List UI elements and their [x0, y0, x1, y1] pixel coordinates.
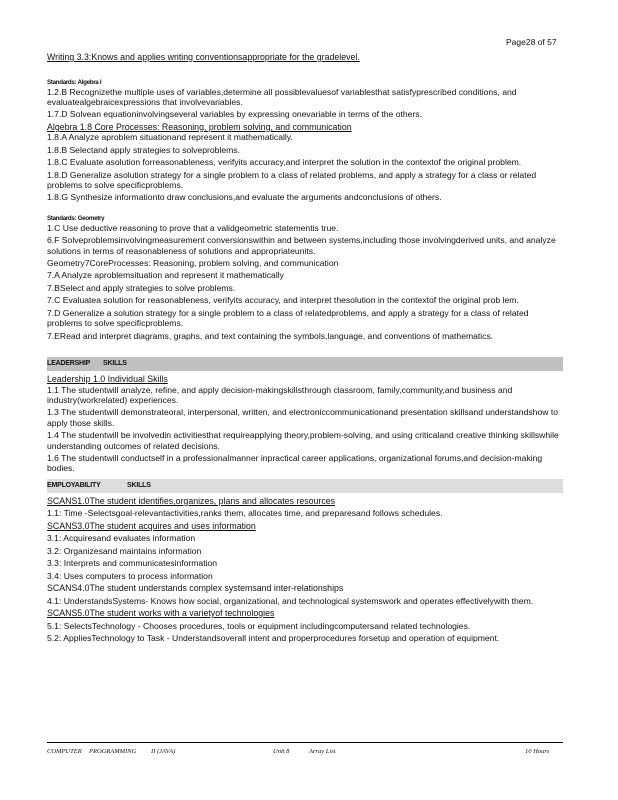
- geometry-item: 7.A Analyze aproblemsituation and represent it mathematically: [47, 270, 284, 281]
- geometry-item: 7.BSelect and apply strategies to solve problems.: [47, 282, 236, 293]
- algebra-process-item: 1.8.G Synthesize informationto draw conclusions,and evaluate the arguments andconclusions of others.: [47, 192, 442, 203]
- geometry-item: 7.C Evaluatea solution for reasonableness, verifyits accuracy, and interpret thesolution in the contextof the original prob lem.: [47, 295, 519, 306]
- scans-heading: SCANS3.0The student acquires and uses information: [47, 520, 256, 531]
- geometry-item: 7.ERead and interpret diagrams, graphs, and text containing the symbols,language, and conventions of mathematics.: [47, 330, 494, 341]
- footer-topic: Array List: [309, 748, 336, 755]
- geometry-item: 6.F Solveproblemsinvolvingmeasurement conversionswithin and between systems,including those involvingderived units, and analyze solutions in terms of reasonableness of solutions and appropriateunits.: [47, 235, 556, 256]
- scans-heading: SCANS5.0The student works with a varietyof technologies: [47, 607, 275, 618]
- algebra-process-item: 1.8.C Evaluate asolution forreasonableness, verifyits accuracy,and interpret the solution in the contextof the original problem.: [47, 157, 522, 168]
- scans-item: 3.1: Acquiresand evaluates information: [47, 533, 196, 544]
- leadership-item: 1.1 The studentwill analyze, refine, and apply decision-makingskillsthrough classroom, family,community,and business and industry(workrelated) experiences.: [47, 384, 513, 405]
- footer-unit: Unit 8: [273, 748, 290, 755]
- algebra-standards-label: Standards: Algebra I: [47, 78, 102, 86]
- scans-item: 1.1: Time -Selectsgoal-relevantactivities,ranks them, allocates time, and preparesand follows schedules.: [47, 508, 443, 519]
- scans-heading: SCANS4.0The student understands complex systemsand inter-relationships: [47, 582, 344, 593]
- footer-level: II (JAVA): [151, 748, 176, 755]
- page-number: Page28 of 57: [506, 37, 557, 47]
- algebra-process-item: 1.8.D Generalize asolution strategy for a single problem to a class of related problems, and apply a strategy for a class or related problems to solve specificproblems.: [47, 169, 537, 191]
- band-label: SKILLS: [103, 360, 127, 368]
- footer-hours: 10 Hours: [525, 748, 550, 755]
- leadership-skills-band: [47, 357, 563, 371]
- footer-course: PROGRAMMING: [89, 748, 137, 755]
- geometry-process-heading: Geometry7CoreProcesses: Reasoning, problem solving, and communication: [47, 258, 339, 269]
- band-label: LEADERSHIP: [47, 360, 91, 368]
- algebra-item: 1.2.B Recognizethe multiple uses of variables,determine all possiblevaluesof variablesthat satisfyprescribed conditions, and evaluatealgebraicexpressions that involvevariables.: [47, 86, 517, 107]
- scans-heading: SCANS1.0The student identifies,organizes, plans and allocates resources: [47, 495, 336, 506]
- leadership-item: 1.3 The studentwill demonstrateoral, interpersonal, written, and electroniccommunicationand presentation skillsand understandshow to apply those skills.: [47, 407, 558, 428]
- scans-item: 4.1: UnderstandsSystems- Knows how social, organizational, and technological systemswork and operates effectivelywith them.: [47, 595, 534, 606]
- geometry-item: 7.D Generalize a solution strategy for a single problem to a class of relatedproblems, and apply a strategy for a class of related problems to solve specificproblems.: [47, 307, 529, 329]
- algebra-process-heading: Algebra 1.8 Core Processes: Reasoning, problem solving, and communication: [47, 121, 352, 132]
- scans-item: 5.1: SelectsTechnology - Chooses procedures, tools or equipment includingcomputersand related technologies.: [47, 620, 471, 631]
- footer-course: COMPUTER: [47, 748, 82, 755]
- band-label: SKILLS: [127, 482, 151, 490]
- writing-standard-heading: Writing 3.3:Knows and applies writing conventionsappropriate for the gradelevel.: [47, 52, 360, 62]
- leadership-item: 1.6 The studentwill conductself in a professionalmanner inpractical career applications, organizational forums,and decision-making bodies.: [47, 452, 543, 474]
- leadership-heading: Leadership 1.0 Individual Skills: [47, 373, 168, 384]
- algebra-process-item: 1.8.A Analyze aproblem situationand represent it mathematically.: [47, 132, 293, 143]
- band-label: EMPLOYABILITY: [47, 482, 101, 490]
- algebra-process-item: 1.8.B Selectand apply strategies to solveproblems.: [47, 144, 240, 155]
- employability-skills-band: [47, 479, 563, 493]
- document-body: [47, 52, 563, 645]
- leadership-item: 1.4 The studentwill be involvedin activitiesthat requireapplying theory,problem-solving, and using criticaland creative thinking skillswhile understanding outcomes of related decisions.: [47, 430, 559, 451]
- scans-item: 3.3: Interprets and communicatesinformation: [47, 558, 218, 569]
- scans-item: 3.4: Uses computers to process information: [47, 570, 213, 581]
- geometry-item: 1.C Use deductive reasoning to prove that a validgeometric statementis true.: [47, 222, 339, 233]
- page-footer: [47, 742, 563, 759]
- algebra-item: 1.7.D Solvean equationinvolvingseveral variables by expressing onevariable in terms of the others.: [47, 109, 422, 120]
- scans-item: 3.2: Organizesand maintains information: [47, 545, 202, 556]
- scans-item: 5.2: AppliesTechnology to Task - Understandsoverall intent and properprocedures forsetup and operation of equipment.: [47, 632, 500, 643]
- geometry-standards-label: Standards: Geometry: [47, 214, 105, 222]
